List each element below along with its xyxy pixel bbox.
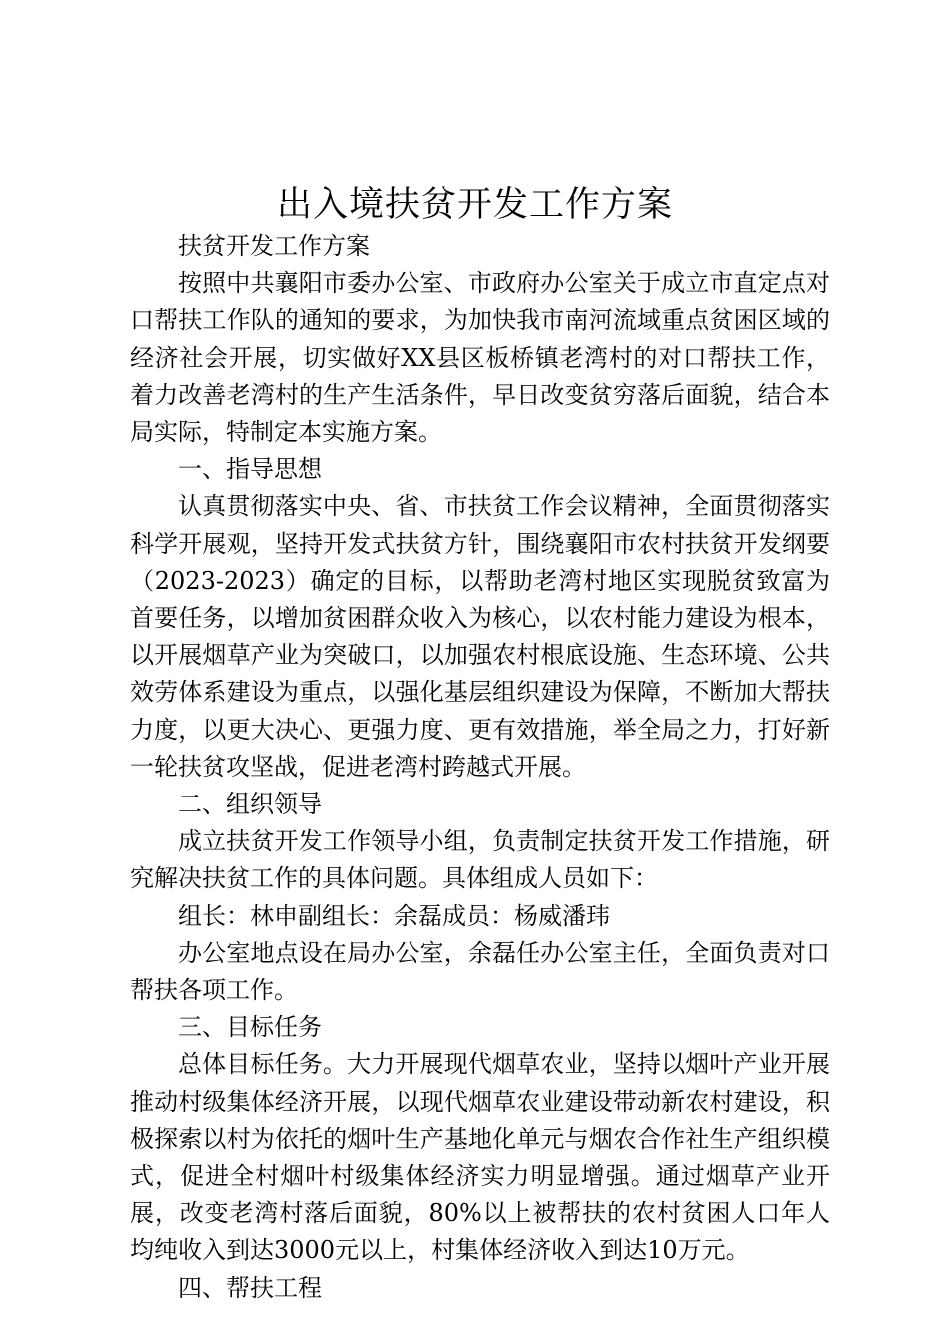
organization-paragraph: 成立扶贫开发工作领导小组，负责制定扶贫开发工作措施，研究解决扶贫工作的具体问题。具体组成人员如下： bbox=[130, 827, 830, 893]
subtitle-paragraph: 扶贫开发工作方案 bbox=[178, 232, 370, 260]
guiding-ideology-paragraph: 认真贯彻落实中央、省、市扶贫工作会议精神，全面贯彻落实科学开展观，坚持开发式扶贫方针，围绕襄阳市农村扶贫开发纲要（2023-2023）确定的目标，以帮助老湾村地区实现脱贫致富为首要任务，以增加贫困群众收入为核心，以农村能力建设为根本，以开展烟草产业为突破口，以加强农村根底设施、生态环境、公共效劳体系建设为重点，以强化基层组织建设为保障，不断加大帮扶力度，以更大决心、更强力度、更有效措施，举全局之力，打好新一轮扶贫攻坚战，促进老湾村跨越式开展。 bbox=[130, 492, 830, 781]
leadership-members-line: 组长：林申副组长：余磊成员：杨威潘玮 bbox=[178, 901, 610, 930]
section-heading-projects: 四、帮扶工程 bbox=[178, 1273, 322, 1302]
intro-paragraph: 按照中共襄阳市委办公室、市政府办公室关于成立市直定点对口帮扶工作队的通知的要求，为加快我市南河流域重点贫困区域的经济社会开展，切实做好XX县区板桥镇老湾村的对口帮扶工作，着力改善老湾村的生产生活条件，早日改变贫穷落后面貌，结合本局实际，特制定本实施方案。 bbox=[130, 269, 830, 447]
section-heading-guiding-ideology: 一、指导思想 bbox=[178, 455, 322, 484]
document-title: 出入境扶贫开发工作方案 bbox=[276, 185, 673, 225]
goals-paragraph: 总体目标任务。大力开展现代烟草农业，坚持以烟叶产业开展推动村级集体经济开展，以现代烟草农业建设带动新农村建设，积极探索以村为依托的烟叶生产基地化单元与烟农合作社生产组织模式，促进全村烟叶村级集体经济实力明显增强。通过烟草产业开展，改变老湾村落后面貌，80%以上被帮扶的农村贫困人口年人均纯收入到达3000元以上，村集体经济收入到达10万元。 bbox=[130, 1050, 830, 1265]
office-paragraph: 办公室地点设在局办公室，余磊任办公室主任，全面负责对口帮扶各项工作。 bbox=[130, 938, 830, 1005]
section-heading-organization: 二、组织领导 bbox=[178, 790, 322, 819]
document-body bbox=[130, 228, 830, 1307]
section-heading-goals: 三、目标任务 bbox=[178, 1013, 322, 1042]
